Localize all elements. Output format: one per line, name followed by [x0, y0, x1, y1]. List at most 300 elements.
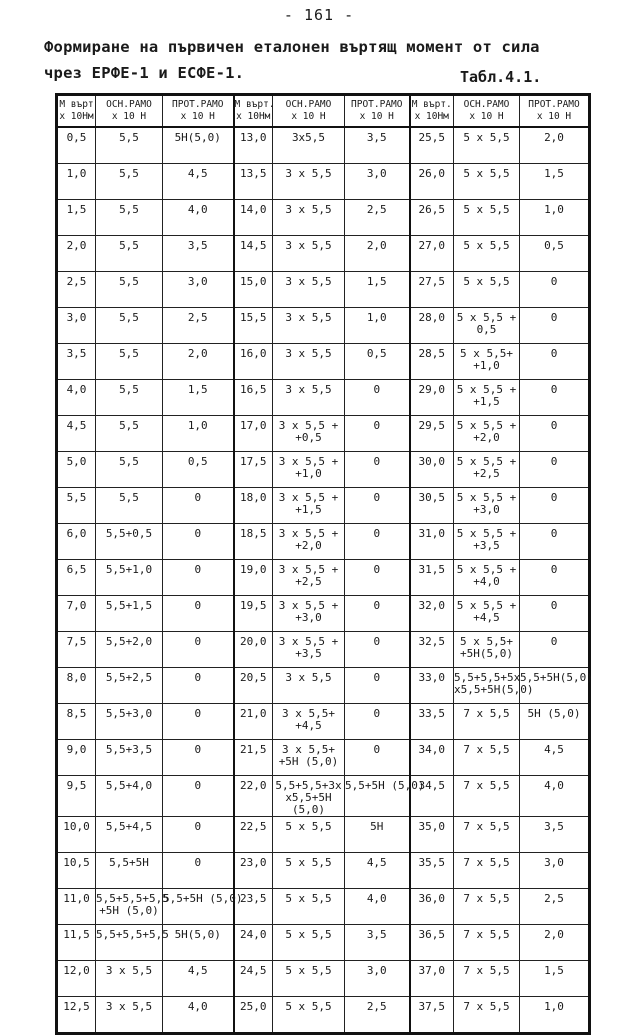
table-cell-line: +2,0	[473, 431, 500, 444]
table-cell-line: 1,5	[544, 167, 564, 180]
table-cell-line: 10,0	[63, 820, 90, 833]
table-cell	[163, 668, 234, 704]
table-cell	[454, 817, 520, 853]
table-cell	[410, 488, 454, 524]
table-cell-line: 0	[373, 707, 381, 720]
table-cell-line: +1,0	[295, 467, 322, 480]
table-cell-line: 3,5	[544, 820, 564, 833]
table-cell-line: 5 х 5,5 +	[456, 311, 517, 324]
table-cell	[163, 889, 243, 925]
table-cell	[520, 344, 590, 380]
table-cell	[520, 704, 590, 740]
table-cell-line: 4,5	[187, 964, 208, 977]
table-cell	[520, 236, 590, 272]
table-cell-line: 5 х 5,5	[285, 964, 332, 977]
table-cell	[410, 704, 454, 740]
table-cell-line: 3 х 5,5	[285, 203, 332, 216]
table-cell-line: 34,0	[418, 743, 445, 756]
column-header	[273, 95, 345, 128]
table-cell-line: 13,5	[240, 167, 267, 180]
table-cell	[234, 380, 273, 416]
column-header-line: х 10Нм	[59, 111, 94, 122]
table-cell	[96, 961, 163, 997]
table-cell	[273, 632, 345, 668]
table-cell-line: 5,5	[119, 491, 139, 504]
table-cell-line: 0	[194, 820, 202, 833]
column-header-line: ПРОТ.РАМО	[172, 99, 224, 110]
table-cell-line: 0,5	[66, 131, 87, 144]
table-cell	[273, 272, 345, 308]
table-cell-line: 5Н (5,0)	[527, 707, 581, 720]
table-cell	[234, 308, 273, 344]
table-cell	[454, 776, 520, 817]
table-cell-line: 3 х 5,5 +	[278, 563, 339, 576]
table-cell-line: 21,5	[240, 743, 267, 756]
table-row	[57, 127, 590, 164]
table-cell-line: 31,0	[418, 527, 445, 540]
table-cell	[234, 925, 273, 961]
table-cell	[163, 632, 234, 668]
table-cell-line: 1,0	[544, 203, 564, 216]
table-cell-line: 3х5,5	[291, 131, 326, 144]
table-cell	[410, 308, 454, 344]
table-cell-line: 5,5	[66, 491, 87, 504]
table-cell	[163, 344, 234, 380]
table-cell-line: 3 х 5,5	[285, 239, 332, 252]
table-cell-line: 35,5	[418, 856, 445, 869]
table-cell-line: 2,5	[66, 275, 87, 288]
table-cell	[96, 740, 163, 776]
table-cell-line: 32,5	[418, 635, 445, 648]
table-cell	[410, 236, 454, 272]
table-cell	[520, 164, 590, 200]
table-cell-line: 3,5	[366, 131, 387, 144]
table-cell-line: 0	[194, 635, 202, 648]
table-cell-line: 17,5	[240, 455, 267, 468]
table-row	[57, 776, 590, 817]
table-cell	[273, 560, 345, 596]
table-cell	[273, 344, 345, 380]
table-cell-line: 22,0	[240, 779, 267, 792]
column-header-line: х 10 Н	[111, 111, 147, 122]
table-cell-line: 5,5+2,5	[105, 671, 153, 684]
table-cell-line: 5 х 5,5	[285, 820, 332, 833]
table-cell-line: 20,5	[240, 671, 267, 684]
table-cell-line: 2,0	[544, 928, 564, 941]
table-cell	[57, 853, 96, 889]
table-cell-line: 5,5+5,5+5х	[454, 671, 521, 684]
table-cell-line: 3,0	[366, 964, 387, 977]
table-cell-line: 0	[194, 671, 202, 684]
table-cell	[520, 452, 590, 488]
table-cell	[234, 524, 273, 560]
table-cell-line: 36,0	[418, 892, 445, 905]
table-cell-line: 37,0	[418, 964, 445, 977]
table-cell-line: 8,5	[66, 707, 87, 720]
table-cell-line: х5,5+5Н(5,0)	[454, 683, 534, 696]
table-cell	[345, 817, 410, 853]
table-row	[57, 596, 590, 632]
table-row	[57, 704, 590, 740]
table-cell	[57, 416, 96, 452]
table-cell-line: 1,0	[544, 1000, 564, 1013]
table-cell-line: 4,5	[66, 419, 87, 432]
table-cell	[57, 236, 96, 272]
table-cell	[520, 925, 590, 961]
table-cell	[57, 452, 96, 488]
table-cell-line: 4,0	[544, 779, 564, 792]
table-cell	[454, 416, 520, 452]
table-cell	[96, 127, 163, 164]
table-cell-line: 0	[194, 491, 202, 504]
table-cell-line: 7 х 5,5	[463, 779, 510, 792]
table-cell	[454, 925, 520, 961]
table-cell	[345, 236, 410, 272]
table-cell-line: 7 х 5,5	[463, 1000, 510, 1013]
table-cell	[345, 452, 410, 488]
table-cell	[57, 997, 96, 1034]
table-cell-line: 5,5+1,5	[105, 599, 153, 612]
table-cell-line: 7,5	[66, 635, 87, 648]
table-cell	[163, 308, 234, 344]
table-cell	[163, 164, 234, 200]
table-cell	[163, 380, 234, 416]
table-body	[57, 127, 593, 1034]
table-cell	[96, 817, 163, 853]
table-cell	[520, 776, 590, 817]
table-cell	[454, 200, 520, 236]
table-cell	[163, 997, 234, 1034]
table-cell-line: 5,5	[119, 131, 139, 144]
table-cell-line: 36,5	[418, 928, 445, 941]
table-cell-line: 3 х 5,5	[105, 1000, 153, 1013]
table-cell	[410, 596, 454, 632]
table-cell-line: 12,0	[63, 964, 90, 977]
table-cell	[96, 668, 163, 704]
table-cell-line: 0,5	[544, 239, 564, 252]
table-cell-line: 3 х 5,5+	[282, 743, 335, 756]
table-cell	[96, 308, 163, 344]
column-header-line: М върт.	[234, 99, 275, 110]
title-line-2: чрез ЕРФЕ-1 и ЕСФЕ-1.	[44, 64, 245, 82]
table-cell-line: 3 х 5,5 +	[278, 635, 339, 648]
column-header-line: М върт	[59, 99, 94, 110]
table-cell-line: +4,5	[473, 611, 500, 624]
table-cell	[57, 704, 96, 740]
table-cell	[57, 380, 96, 416]
table-cell-line: 3,0	[544, 856, 564, 869]
table-cell	[345, 632, 410, 668]
table-cell	[273, 236, 345, 272]
table-cell-line: 3 х 5,5 +	[278, 527, 339, 540]
table-header-row	[57, 95, 590, 128]
table-cell-line: 4,5	[187, 167, 208, 180]
table-cell-line: 13,0	[240, 131, 267, 144]
table-cell	[234, 704, 273, 740]
table-cell	[520, 127, 590, 164]
table-cell	[454, 308, 520, 344]
table-cell	[96, 416, 163, 452]
table-cell-line: 0	[373, 491, 381, 504]
table-cell-line: 1,5	[544, 964, 564, 977]
table-cell-line: 7 х 5,5	[463, 820, 510, 833]
table-cell-line: 5,5+5Н (5,0)	[345, 779, 425, 792]
column-header-line: М върт.	[411, 99, 452, 110]
table-cell	[57, 127, 96, 164]
table-cell	[345, 853, 410, 889]
table-cell	[410, 740, 454, 776]
table-cell-line: 14,0	[240, 203, 267, 216]
table-cell	[345, 344, 410, 380]
table-cell	[96, 776, 163, 817]
table-cell	[57, 272, 96, 308]
table-cell	[410, 853, 454, 889]
table-cell	[96, 632, 163, 668]
table-cell	[163, 200, 234, 236]
table-cell	[410, 164, 454, 200]
table-cell-line: 0,5	[187, 455, 208, 468]
table-cell-line: 20,0	[240, 635, 267, 648]
table-cell-line: 30,0	[418, 455, 445, 468]
table-cell-line: 16,5	[240, 383, 267, 396]
table-cell-line: 25,5	[418, 131, 445, 144]
table-cell-line: 32,0	[418, 599, 445, 612]
table-cell-line: 3 х 5,5	[285, 275, 332, 288]
table-cell-line: 35,0	[418, 820, 445, 833]
table-cell	[57, 889, 96, 925]
table-cell	[163, 961, 234, 997]
table-cell	[520, 524, 590, 560]
table-cell-line: 3,0	[66, 311, 87, 324]
table-cell	[520, 488, 590, 524]
table-cell	[454, 560, 520, 596]
table-cell-line: 5 х 5,5 +	[456, 419, 517, 432]
table-cell-line: 5,5	[119, 311, 139, 324]
table-cell-line: 5,5+5Н(5,0)	[520, 671, 593, 684]
table-row	[57, 632, 590, 668]
table-cell-line: 27,0	[418, 239, 445, 252]
table-cell-line: +3,5	[295, 647, 322, 660]
table-cell-line: 7 х 5,5	[463, 928, 510, 941]
table-cell	[345, 272, 410, 308]
column-header-line: ПРОТ.РАМО	[351, 99, 403, 110]
table-cell-line: 3 х 5,5+	[282, 707, 335, 720]
table-cell-line: 0	[194, 707, 202, 720]
table-cell	[163, 524, 234, 560]
table-cell-line: 34,5	[418, 779, 445, 792]
table-cell-line: 5,5+5Н	[109, 856, 149, 869]
table-cell-line: 3 х 5,5	[285, 383, 332, 396]
table-cell-line: 2,0	[66, 239, 87, 252]
table-cell	[410, 272, 454, 308]
table-cell-line: 5,5+4,5	[105, 820, 153, 833]
table-cell	[345, 668, 410, 704]
table-cell	[273, 997, 345, 1034]
table-cell	[273, 452, 345, 488]
column-header-line: х 10 Н	[180, 111, 215, 122]
table-cell	[520, 997, 590, 1034]
table-cell	[410, 380, 454, 416]
table-cell-line: 8,0	[66, 671, 87, 684]
table-cell-line: 15,0	[240, 275, 267, 288]
table-cell-line: +2,5	[473, 467, 500, 480]
table-cell	[345, 776, 425, 817]
table-cell	[454, 524, 520, 560]
column-header	[96, 95, 163, 128]
table-cell	[163, 272, 234, 308]
table-cell-line: 7 х 5,5	[463, 892, 510, 905]
table-cell-line: 3 х 5,5 +	[278, 491, 339, 504]
table-cell-line: +5Н (5,0)	[99, 904, 159, 917]
table-cell	[96, 704, 163, 740]
table-cell-line: 3 х 5,5	[285, 671, 332, 684]
table-cell-line: 0	[373, 599, 381, 612]
table-row	[57, 961, 590, 997]
table-cell	[57, 344, 96, 380]
table-cell	[345, 925, 410, 961]
table-cell	[273, 925, 345, 961]
table-cell	[96, 524, 163, 560]
table-cell-line: 1,0	[366, 311, 387, 324]
table-cell	[520, 853, 590, 889]
table-cell-line: х5,5+5Н	[285, 791, 332, 804]
table-cell-line: 0	[373, 563, 381, 576]
table-row	[57, 740, 590, 776]
table-cell-line: 2,0	[544, 131, 564, 144]
table-cell-line: 0	[550, 635, 558, 648]
column-header	[234, 95, 273, 128]
title-line-1: Формиране на първичен еталонен въртящ момент от сила	[44, 38, 540, 56]
table-cell-line: 5,5+1,0	[105, 563, 153, 576]
table-cell-line: 7 х 5,5	[463, 964, 510, 977]
table-cell	[57, 524, 96, 560]
table-cell	[345, 560, 410, 596]
table-cell-line: 24,0	[240, 928, 267, 941]
table-cell-line: 0	[194, 527, 202, 540]
table-cell-line: 16,0	[240, 347, 267, 360]
torque-table	[55, 93, 591, 1035]
table-cell-line: 0	[194, 779, 202, 792]
table-cell-line: 3,5	[187, 239, 208, 252]
table-cell-line: 5Н(5,0)	[174, 131, 221, 144]
table-cell	[454, 997, 520, 1034]
table-cell-line: 4,0	[66, 383, 87, 396]
table-cell	[163, 853, 234, 889]
table-cell-line: 5 х 5,5+	[460, 347, 513, 360]
table-cell	[410, 416, 454, 452]
column-header-line: х 10 Н	[291, 111, 326, 122]
table-cell	[273, 308, 345, 344]
table-cell-line: 7,0	[66, 599, 87, 612]
table-cell-line: 5 х 5,5	[463, 131, 510, 144]
table-cell	[163, 704, 234, 740]
table-cell	[273, 524, 345, 560]
table-cell-line: 0	[373, 419, 381, 432]
table-cell-line: 5,5	[119, 275, 139, 288]
table-cell	[273, 889, 345, 925]
table-cell-line: 5,5+5Н (5,0)	[163, 892, 243, 905]
table-cell	[96, 344, 163, 380]
table-cell	[163, 127, 234, 164]
table-cell-line: 5 х 5,5	[463, 203, 510, 216]
table-cell	[273, 164, 345, 200]
table-cell	[273, 740, 345, 776]
table-cell	[234, 776, 273, 817]
table-cell-line: +0,5	[295, 431, 322, 444]
column-header-line: ОСН.РАМО	[285, 99, 332, 110]
table-cell	[520, 560, 590, 596]
table-cell-line: 3 х 5,5	[105, 964, 153, 977]
table-cell-line: 0	[373, 635, 381, 648]
table-cell	[345, 127, 410, 164]
table-cell-line: 5,5+5,5+5,5	[96, 892, 169, 905]
table-cell-line: 5,5	[119, 167, 139, 180]
table-cell	[410, 452, 454, 488]
table-cell-line: 3,5	[66, 347, 87, 360]
table-cell	[273, 200, 345, 236]
table-cell	[345, 997, 410, 1034]
table-cell-line: 4,5	[544, 743, 564, 756]
table-cell-line: 19,5	[240, 599, 267, 612]
table-cell	[520, 272, 590, 308]
table-cell-line: (5,0)	[291, 803, 326, 816]
table-cell	[454, 889, 520, 925]
table-cell	[234, 236, 273, 272]
table-cell	[57, 817, 96, 853]
table-cell	[96, 560, 163, 596]
table-cell-line: 7 х 5,5	[463, 743, 510, 756]
table-cell	[96, 596, 163, 632]
table-cell	[234, 416, 273, 452]
table-cell-line: 0	[550, 383, 558, 396]
table-cell	[345, 704, 410, 740]
table-cell-line: 11,0	[63, 892, 90, 905]
table-cell	[273, 380, 345, 416]
table-cell	[410, 524, 454, 560]
table-cell-line: 21,0	[240, 707, 267, 720]
table-cell	[454, 127, 520, 164]
table-cell-line: 33,5	[418, 707, 445, 720]
table-cell-line: 5,5+3,5	[105, 743, 153, 756]
table-cell	[345, 596, 410, 632]
table-cell	[96, 380, 163, 416]
table-cell	[454, 632, 520, 668]
table-cell-line: 5 х 5,5 +	[456, 599, 517, 612]
column-header	[345, 95, 410, 128]
table-cell	[234, 632, 273, 668]
table-cell-line: 2,0	[187, 347, 208, 360]
table-cell	[273, 776, 345, 817]
table-cell-line: 6,0	[66, 527, 87, 540]
table-cell	[163, 596, 234, 632]
table-cell-line: 0	[373, 671, 381, 684]
column-header-line: х 10Нм	[414, 111, 449, 122]
table-row	[57, 853, 590, 889]
table-row	[57, 997, 590, 1034]
table-cell	[454, 488, 520, 524]
table-cell	[234, 668, 273, 704]
table-cell	[345, 740, 410, 776]
table-cell	[273, 817, 345, 853]
table-cell-line: 3 х 5,5 +	[278, 419, 339, 432]
table-cell	[234, 560, 273, 596]
table-cell	[454, 272, 520, 308]
table-cell-line: 9,5	[66, 779, 87, 792]
table-cell-line: 5 х 5,5 +	[456, 563, 517, 576]
table-cell-line: 0	[194, 563, 202, 576]
column-header-line: ОСН.РАМО	[106, 99, 152, 110]
table-cell	[410, 632, 454, 668]
